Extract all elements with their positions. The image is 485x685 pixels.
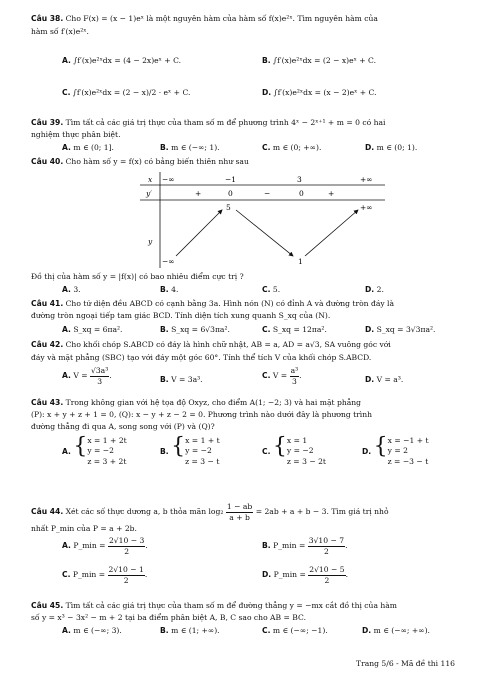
vt-yp-1: 0 — [228, 189, 233, 198]
frac-num: 1 − ab — [226, 502, 253, 511]
option-letter: D. — [362, 447, 372, 456]
option-text: S_xq = 3√3πa². — [376, 325, 436, 334]
q45-text2: số y = x³ − 3x² − m + 2 tại ba điểm phân biệt A, B, C sao cho AB = BC. — [31, 613, 306, 622]
option-letter: D. — [365, 285, 375, 294]
q45-option-a[interactable] — [62, 626, 122, 636]
vt-x-0: −∞ — [162, 175, 175, 184]
option-letter: B. — [160, 447, 169, 456]
equation-system: x = 1 + 2t y = −2 z = 3 + 2t — [87, 436, 127, 466]
option-post: . — [345, 541, 348, 551]
vt-arrow-down — [236, 210, 293, 256]
vt-yp-3: 0 — [299, 189, 304, 198]
option-post: . — [299, 371, 302, 381]
option-text: m ∈ (−∞; 3). — [73, 626, 122, 635]
option-letter: C. — [262, 371, 271, 381]
option-fraction — [90, 366, 112, 386]
q41-text: Cho tứ diện đều ABCD có cạnh bằng 3a. Hình nón (N) có đỉnh A và đường tròn đáy là — [65, 299, 395, 308]
q40-label: Câu 40. — [31, 157, 64, 166]
q41-option-d[interactable] — [365, 325, 435, 335]
q43-text: Trong không gian với hệ tọa độ Oxyz, cho điểm A(1; −2; 3) và hai mặt phẳng — [65, 398, 361, 407]
option-fraction — [290, 366, 300, 386]
q38-stem — [31, 14, 378, 24]
q42-option-d[interactable] — [365, 375, 403, 385]
frac-num: 2√10 − 3 — [108, 536, 145, 545]
option-letter: C. — [262, 143, 271, 152]
option-text: 2. — [376, 285, 384, 294]
option-pre: P_min = — [273, 541, 308, 551]
brace-icon: { — [73, 434, 88, 459]
equation-system: x = −1 + t y = 2 z = −3 − t — [387, 436, 429, 466]
q41-label: Câu 41. — [31, 299, 64, 308]
frac-den: 3 — [291, 376, 297, 386]
brace-icon: { — [171, 434, 186, 459]
q40-text: Cho hàm số y = f(x) có bảng biến thiên như sau — [65, 157, 249, 166]
option-letter: B. — [160, 626, 169, 635]
vt-x-1: −1 — [225, 175, 237, 184]
option-letter: A. — [62, 541, 71, 551]
option-pre: V = — [73, 371, 91, 381]
q42-text: Cho khối chóp S.ABCD có đáy là hình chữ nhật, AB = a, AD = a√3, SA vuông góc với — [65, 340, 391, 349]
option-fraction — [308, 565, 345, 585]
option-pre: P_min = — [73, 541, 108, 551]
equation-system: x = 1 y = −2 z = 3 − 2t — [286, 436, 326, 466]
vt-x-label: x — [148, 175, 153, 184]
vt-yp-label: y′ — [146, 189, 152, 198]
q43-stem — [31, 398, 361, 408]
q42-option-c[interactable] — [262, 366, 302, 386]
q41-option-c[interactable] — [262, 325, 327, 335]
option-text: ∫f′(x)e²ˣdx = (4 − 2x)eˣ + C. — [73, 56, 182, 65]
q45-label: Câu 45. — [31, 601, 64, 610]
option-letter: D. — [262, 570, 272, 580]
vt-y-3: +∞ — [360, 203, 373, 212]
q45-option-d[interactable] — [362, 626, 430, 636]
q38-option-b[interactable] — [262, 56, 376, 66]
brace-icon: { — [272, 434, 287, 459]
q43-option-b[interactable] — [160, 436, 220, 467]
q40-option-b[interactable] — [160, 285, 178, 295]
q44-fraction — [226, 502, 253, 522]
option-letter: C. — [262, 626, 271, 635]
frac-den: 2 — [324, 575, 330, 585]
q38-text: Cho F(x) = (x − 1)eˣ là một nguyên hàm của hàm số f(x)e²ˣ. Tìm nguyên hàm của — [65, 14, 378, 23]
option-text: 5. — [272, 285, 281, 294]
vt-arrow-up-1 — [176, 210, 222, 256]
option-text: ∫f′(x)e²ˣdx = (2 − x)/2 · eˣ + C. — [72, 88, 191, 97]
variation-table — [140, 172, 385, 268]
q44-text-pre: Xét các số thực dương a, b thỏa mãn log₂ — [65, 507, 224, 517]
q38-text2: hàm số f′(x)e²ˣ. — [31, 27, 89, 36]
q38-option-a[interactable] — [62, 56, 181, 66]
q39-option-b[interactable] — [160, 143, 220, 153]
q44-option-c[interactable] — [62, 565, 147, 585]
equation-system: x = 1 + t y = −2 z = 3 − t — [185, 436, 220, 466]
option-fraction — [108, 536, 148, 556]
option-letter: D. — [362, 626, 372, 635]
option-text: S_xq = 6πa². — [73, 325, 123, 334]
q42-label: Câu 42. — [31, 340, 64, 349]
q43-text3: đường thẳng đi qua A, song song với (P) và (Q)? — [31, 422, 215, 431]
option-text: m ∈ (0; 1). — [376, 143, 418, 152]
option-letter: C. — [62, 88, 71, 97]
option-text: 3. — [73, 285, 81, 294]
option-text: m ∈ (1; +∞). — [171, 626, 220, 635]
frac-num: 3√10 − 7 — [308, 536, 345, 545]
option-text: ∫f′(x)e²ˣdx = (x − 2)eˣ + C. — [273, 88, 377, 97]
q42-option-a[interactable] — [62, 366, 112, 386]
q45-option-b[interactable] — [160, 626, 220, 636]
option-fraction — [108, 565, 148, 585]
option-text: S_xq = 12πa². — [272, 325, 327, 334]
q43-option-d[interactable] — [362, 436, 429, 467]
q43-label: Câu 43. — [31, 398, 64, 407]
option-letter: A. — [62, 285, 71, 294]
frac-den: 2 — [124, 546, 130, 556]
frac-den: 3 — [97, 376, 103, 386]
option-text: S_xq = 6√3πa². — [171, 325, 230, 334]
q43-option-a[interactable] — [62, 436, 127, 467]
q39-stem — [31, 118, 385, 128]
vt-yp-4: + — [328, 189, 335, 198]
q40-option-a[interactable] — [62, 285, 81, 295]
vt-y-label: y — [148, 237, 153, 246]
brace-icon: { — [373, 434, 388, 459]
option-text: 4. — [171, 285, 179, 294]
q40-option-d[interactable] — [365, 285, 384, 295]
frac-num: √3a³ — [91, 366, 109, 375]
vt-y-1: 5 — [226, 203, 231, 212]
option-letter: C. — [262, 325, 271, 334]
option-letter: D. — [365, 375, 375, 384]
q45-stem — [31, 601, 397, 611]
option-letter: B. — [160, 143, 169, 152]
option-letter: A. — [62, 143, 71, 152]
q44-option-b[interactable] — [262, 536, 348, 556]
q39-option-a[interactable] — [62, 143, 114, 153]
option-letter: B. — [262, 541, 271, 551]
vt-x-3: +∞ — [360, 175, 373, 184]
option-post: . — [145, 541, 148, 551]
option-text: ∫f′(x)e²ˣdx = (2 − x)eˣ + C. — [273, 56, 376, 65]
option-text: V = a³. — [376, 375, 404, 384]
option-letter: D. — [262, 88, 272, 97]
frac-den: a + b — [229, 512, 250, 522]
frac-num: 2√10 − 5 — [309, 565, 345, 574]
q44-label: Câu 44. — [31, 507, 64, 517]
q44-text2: nhất P_min của P = a + 2b. — [31, 524, 137, 533]
option-post: . — [144, 570, 148, 580]
q40-text2: Đồ thị của hàm số y = |f(x)| có bao nhiêu điểm cực trị ? — [31, 272, 244, 281]
q42-text2: đáy và mặt phẳng (SBC) tạo với đáy một góc 60°. Tính thể tích V của khối chóp S.ABCD. — [31, 353, 372, 362]
option-letter: A. — [62, 447, 71, 456]
frac-den: 2 — [323, 546, 329, 556]
option-text: m ∈ (−∞; +∞). — [373, 626, 430, 635]
q40-stem — [31, 157, 249, 167]
option-post: . — [345, 570, 349, 580]
q44-option-a[interactable] — [62, 536, 148, 556]
q39-text: Tìm tất cả các giá trị thực của tham số m để phương trình 4ˣ − 2ˣ⁺¹ + m = 0 có hai — [65, 118, 386, 127]
option-text: m ∈ (−∞; −1). — [272, 626, 328, 635]
option-pre: P_min = — [72, 570, 108, 580]
q41-text2: đường tròn ngoại tiếp tam giác BCD. Tính diện tích xung quanh S_xq của (N). — [31, 311, 331, 320]
q40-option-c[interactable] — [262, 285, 280, 295]
q43-text2: (P): x + y + z + 1 = 0, (Q): x − y + z − 2 = 0. Phương trình nào dưới đây là phương trình — [31, 410, 373, 419]
page-footer: Trang 5/6 - Mã đề thi 116 — [356, 659, 455, 669]
option-letter: A. — [62, 626, 71, 635]
q39-label: Câu 39. — [31, 118, 64, 127]
option-pre: V = — [272, 371, 290, 381]
vt-y-0: −∞ — [162, 257, 175, 266]
vt-x-2: 3 — [297, 175, 302, 184]
q44-option-d[interactable] — [262, 565, 348, 585]
q39-option-d[interactable] — [365, 143, 417, 153]
frac-num: 2√10 − 1 — [108, 565, 144, 574]
option-pre: P_min = — [273, 570, 309, 580]
q41-option-b[interactable] — [160, 325, 230, 335]
q38-option-c[interactable] — [62, 88, 190, 98]
option-text: m ∈ (0; +∞). — [272, 143, 322, 152]
q41-option-a[interactable] — [62, 325, 122, 335]
option-text: m ∈ (−∞; 1). — [171, 143, 220, 152]
q44-stem — [31, 502, 389, 522]
q42-option-b[interactable] — [160, 375, 203, 385]
option-letter: C. — [262, 285, 271, 294]
option-text: m ∈ (0; 1]. — [73, 143, 114, 152]
option-post: . — [109, 371, 112, 381]
q41-stem — [31, 299, 394, 309]
option-letter: D. — [365, 325, 375, 334]
vt-y-2: 1 — [298, 257, 303, 266]
q44-text-post: = 2ab + a + b − 3. Tìm giá trị nhỏ — [255, 507, 389, 517]
q45-text: Tìm tất cả các giá trị thực của tham số m để đường thẳng y = −mx cắt đồ thị của hàm — [65, 601, 398, 610]
frac-den: 2 — [123, 575, 129, 585]
vt-arrow-up-2 — [305, 210, 358, 256]
q39-text2: nghiệm thực phân biệt. — [31, 130, 121, 139]
q39-option-c[interactable] — [262, 143, 321, 153]
option-fraction — [308, 536, 348, 556]
vt-yp-0: + — [195, 189, 202, 198]
option-letter: C. — [262, 447, 271, 456]
option-letter: B. — [160, 375, 169, 384]
frac-num: a³ — [290, 366, 299, 375]
vt-yp-2: − — [264, 189, 271, 198]
option-letter: C. — [62, 570, 71, 580]
q42-stem — [31, 340, 391, 350]
option-letter: A. — [62, 56, 71, 65]
q45-option-c[interactable] — [262, 626, 328, 636]
q43-option-c[interactable] — [262, 436, 326, 467]
option-letter: B. — [160, 285, 169, 294]
q38-label: Câu 38. — [31, 14, 64, 23]
option-letter: D. — [365, 143, 375, 152]
q38-option-d[interactable] — [262, 88, 377, 98]
option-text: V = 3a³. — [171, 375, 203, 384]
option-letter: A. — [62, 325, 71, 334]
option-letter: B. — [160, 325, 169, 334]
option-letter: B. — [262, 56, 271, 65]
option-letter: A. — [62, 371, 71, 381]
